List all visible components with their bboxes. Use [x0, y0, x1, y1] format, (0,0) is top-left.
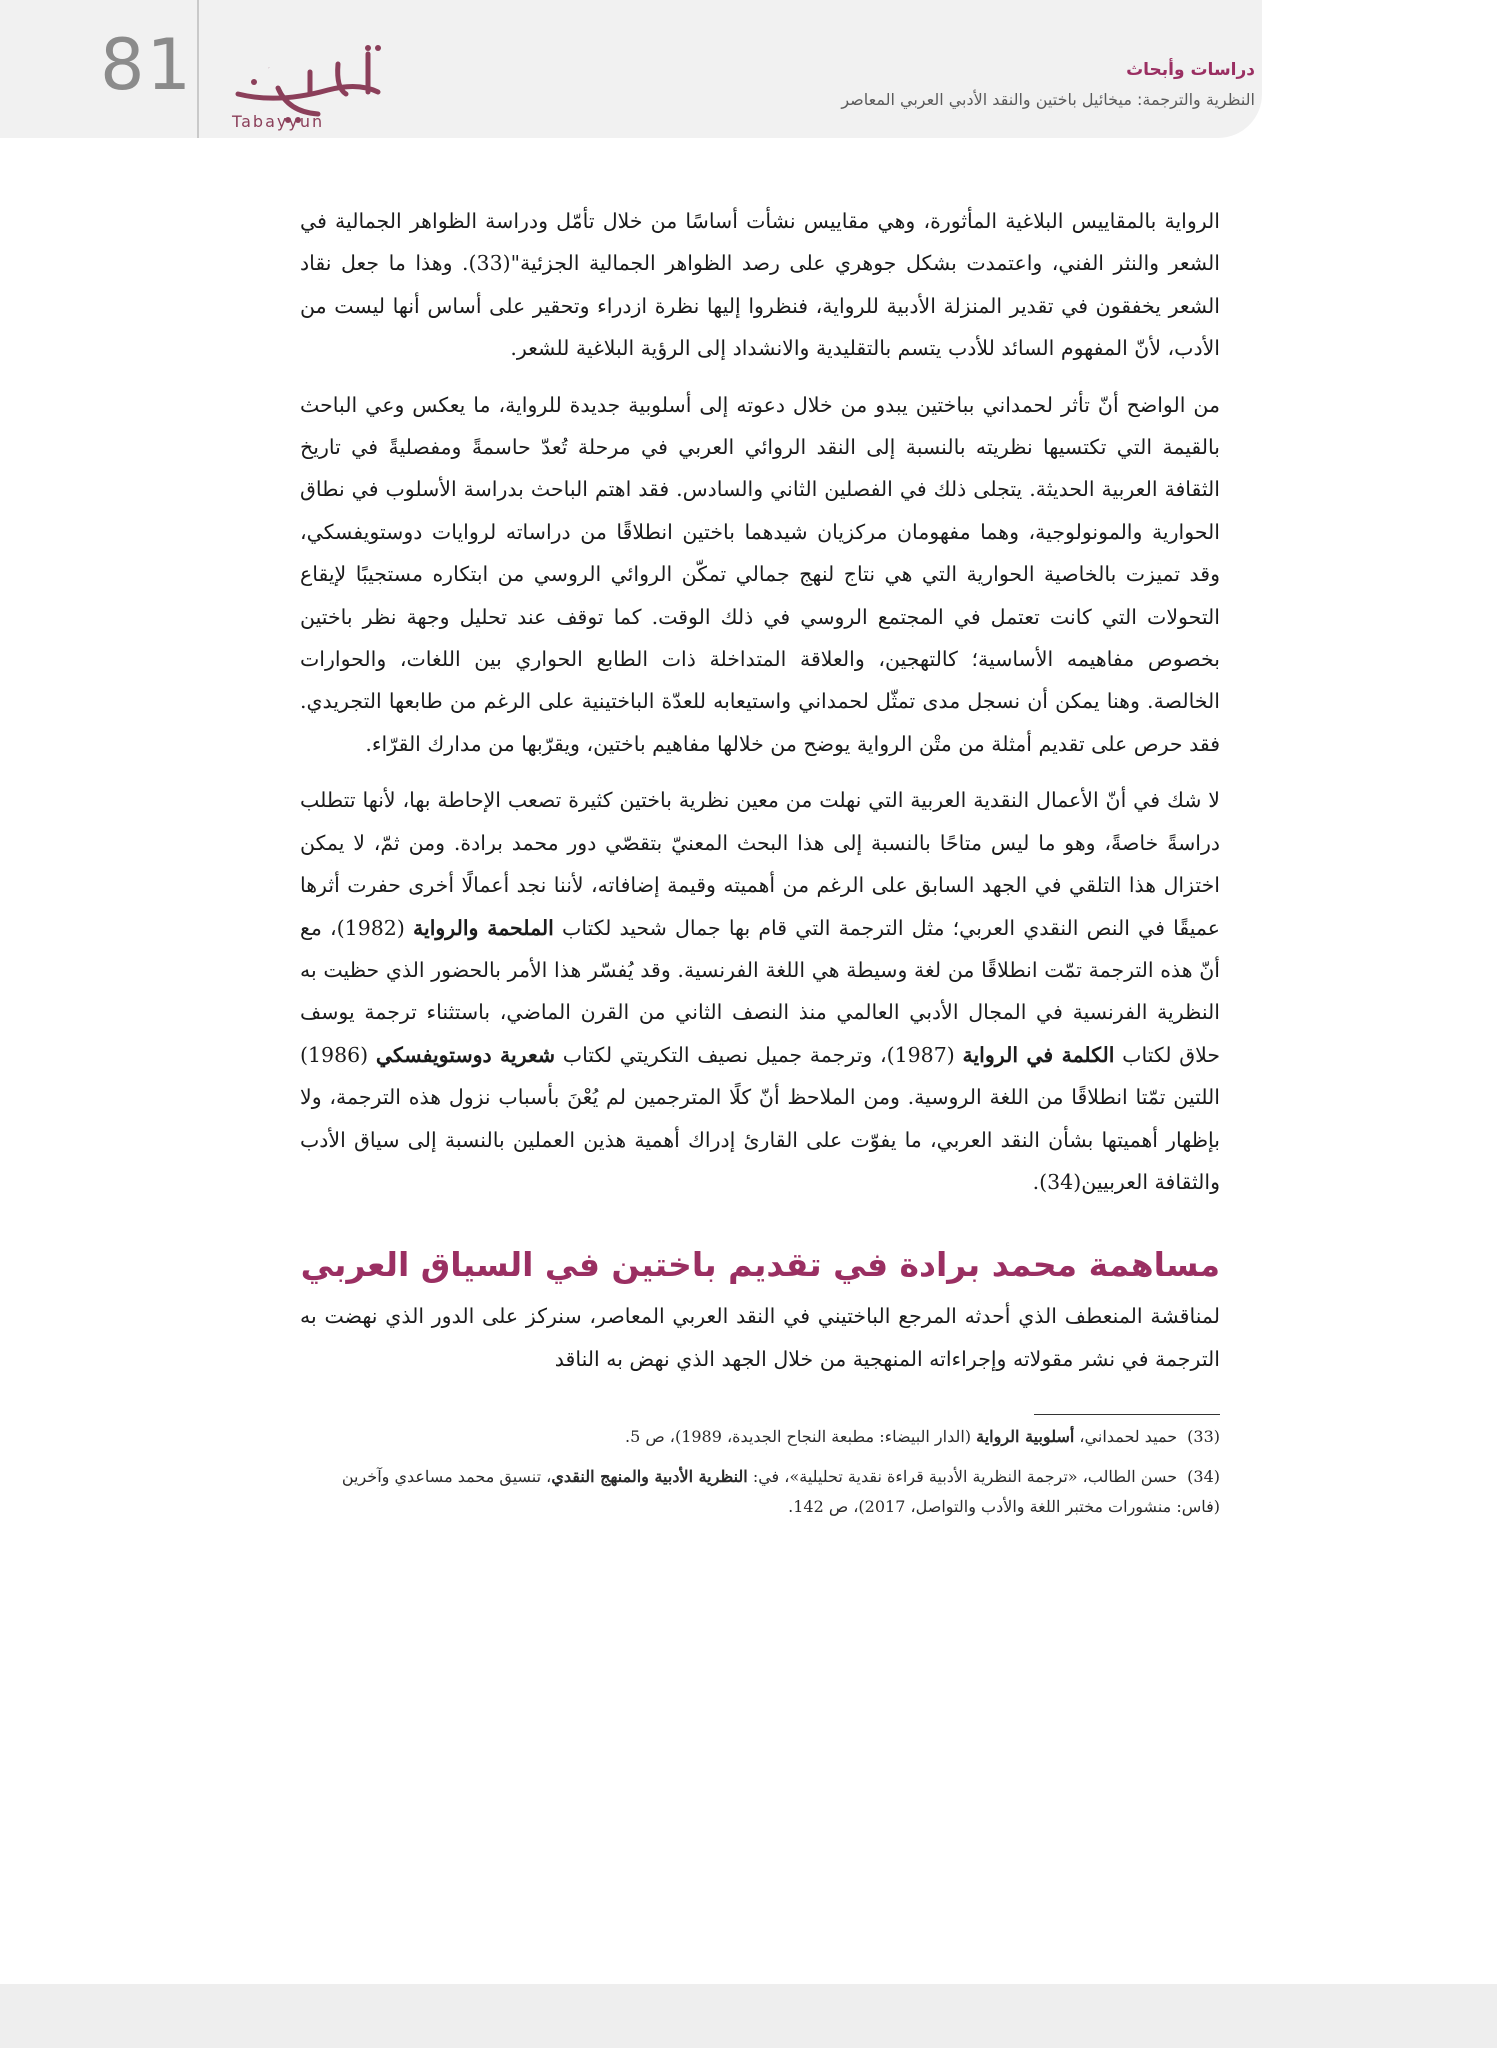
- svg-text:تبيّن: تبيّن: [268, 68, 270, 69]
- paragraph-3-part-e: (1986) اللتين تمّتا انطلاقًا من اللغة الروسية. ومن الملاحظ أنّ كلًا المترجمين لم يُعْنَ بأسباب نزول هذه الترجمة، ولا بإظهار أهميتها بشأن النقد العربي، ما يفوّت على القارئ إدراك أهمية هذين العملين بالنسبة إلى سياق الأدب والثقافة العربيين(34).: [300, 1042, 1220, 1194]
- book-title-dostoevsky-poetics: شعرية دوستويفسكي: [375, 1042, 556, 1067]
- article-body: [300, 200, 1220, 1394]
- bottom-band: [0, 1984, 1497, 2048]
- paragraph-2: من الواضح أنّ تأثر لحمداني بباختين يبدو من خلال دعوته إلى أسلوبية جديدة للرواية، ما يعكس وعي الباحث بالقيمة التي تكتسيها نظريته بالنسبة إلى النقد الروائي العربي في مرحلة تُعدّ حاسمةً ومفصليةً في تاريخ الثقافة العربية الحديثة. يتجلى ذلك في الفصلين الثاني والسادس. فقد اهتم الباحث بدراسة الأسلوب في نطاق الحوارية والمونولوجية، وهما مفهومان مركزيان شيدهما باختين انطلاقًا من دراساته لروايات دوستويفسكي، وقد تميزت بالخاصية الحوارية التي هي نتاج لنهج جمالي تمكّن الروائي الروسي من ابتكاره مستجيبًا لإيقاع التحولات التي كانت تعتمل في المجتمع الروسي في ذلك الوقت. كما توقف عند تحليل وجهة نظر باختين بخصوص مفاهيمه الأساسية؛ كالتهجين، والعلاقة المتداخلة ذات الطابع الحواري بين اللغات، والحوارات الخالصة. وهنا يمكن أن نسجل مدى تمثّل لحمداني واستيعابه للعدّة الباختينية على الرغم من طابعها التجريدي. فقد حرص على تقديم أمثلة من متْن الرواية يوضح من خلالها مفاهيم باختين، ويقرّبها من مدارك القرّاء.: [300, 392, 1220, 756]
- footnote-number: (33): [1187, 1427, 1220, 1446]
- footnote-rule: [1034, 1414, 1220, 1415]
- book-title-epic-and-novel: الملحمة والرواية: [413, 915, 554, 940]
- footnote-book-title: النظرية الأدبية والمنهج النقدي: [551, 1467, 748, 1486]
- footnote-book-title: أسلوبية الرواية: [976, 1427, 1075, 1446]
- paragraph-4: لمناقشة المنعطف الذي أحدثه المرجع الباختيني في النقد العربي المعاصر، سنركز على الدور الذي نهضت به الترجمة في نشر مقولاته وإجراءاته المنهجية من خلال الجهد الذي نهض به الناقد: [300, 1304, 1220, 1371]
- footnote-34: (34)حسن الطالب، «ترجمة النظرية الأدبية قراءة نقدية تحليلية»، في: النظرية الأدبية والمنهج النقدي، تنسيق محمد مساعدي وآخرين (فاس: منشورات مختبر اللغة والأدب والتواصل، 2017)، ص 142.: [341, 1467, 1220, 1516]
- paragraph-3-part-c: (1982)، مع أنّ هذه الترجمة تمّت انطلاقًا من لغة وسيطة هي اللغة الفرنسية. وقد يُفسّر هذا الأمر بالحضور الذي حظيت به النظرية الفرنسية في المجال الأدبي العالمي منذ النصف الثاني من القرن الماضي، باستثناء ترجمة يوسف حلاق لكتاب: [300, 915, 1221, 1067]
- book-title-word-in-novel: الكلمة في الرواية: [962, 1042, 1115, 1067]
- paragraph-3: [300, 779, 1220, 1203]
- logo-latin-text: Tabayyun: [232, 112, 325, 131]
- footnote-number: (34): [1187, 1467, 1220, 1486]
- paragraph-1: الرواية بالمقاييس البلاغية المأثورة، وهي مقاييس نشأت أساسًا من خلال تأمّل ودراسة الظواهر الجمالية في الشعر والنثر الفني، واعتمدت بشكل جوهري على رصد الظواهر الجمالية الجزئية"(33). وهذا ما جعل نقاد الشعر يخفقون في تقدير المنزلة الأدبية للرواية، فنظروا إليها نظرة ازدراء وتحقير على أساس أنها ليست من الأدب، لأنّ المفهوم السائد للأدب يتسم بالتقليدية والانشداد إلى الرؤية البلاغية للشعر.: [300, 209, 1220, 361]
- paragraph-3-part-d: (1987)، وترجمة جميل نصيف التكريتي لكتاب: [555, 1042, 963, 1067]
- paragraph-3-part-a: لا شك في أنّ الأعمال النقدية العربية التي نهلت من معين نظرية باختين كثيرة تصعب الإحاطة بها، لأنها تتطلب دراسةً خاصةً، وهو ما ليس متاحًا بالنسبة إلى هذا البحث المعنيّ بتقصّي دور محمد برادة. ومن ثمّ، لا يمكن اختزال هذا التلقي في الجهد السابق على الرغم من أهميته وقيمة إضافاته، لأننا نجد أعمالًا أخرى حفرت أثرها عميقًا في النص النقدي العربي؛ مثل الترجمة التي قام بها جمال شحيد لكتاب: [300, 788, 1220, 940]
- header-divider: [197, 0, 199, 138]
- section-heading: مساهمة محمد برادة في تقديم باختين في السياق العربي: [300, 1245, 1220, 1285]
- footnotes: [300, 1422, 1220, 1532]
- footnote-33: (33)حميد لحمداني، أسلوبية الرواية (الدار البيضاء: مطبعة النجاح الجديدة، 1989)، ص 5.: [624, 1427, 1220, 1446]
- page-number: 81: [100, 24, 194, 106]
- section-label: دراسات وأبحاث: [1126, 60, 1255, 80]
- running-title: النظرية والترجمة: ميخائيل باختين والنقد الأدبي العربي المعاصر: [841, 90, 1255, 109]
